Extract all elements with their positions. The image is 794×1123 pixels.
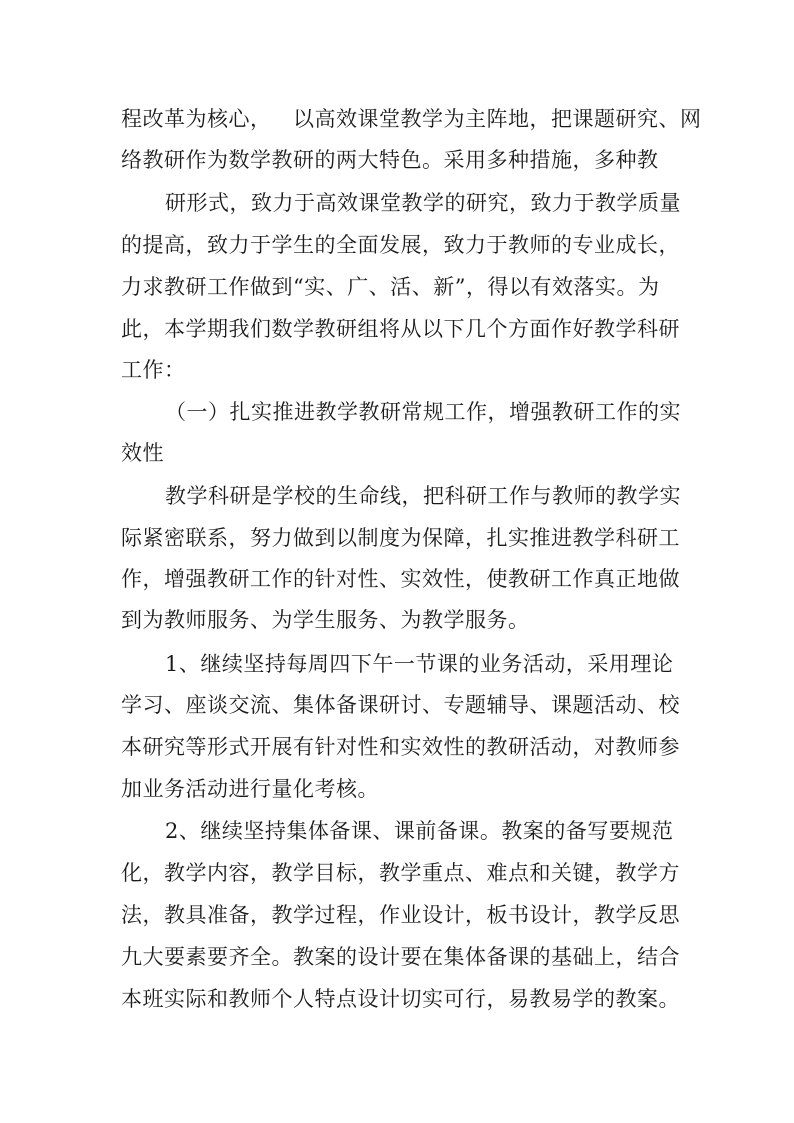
- text-line-4: 的提高，致力于学生的全面发展，致力于教师的专业成长，: [121, 233, 680, 257]
- text-line-21: 九大要素要齐全。教案的设计要在集体备课的基础上，结合: [121, 945, 680, 969]
- text-line-15: 学习、座谈交流、集体备课研讨、专题辅导、课题活动、校: [121, 693, 680, 717]
- text-line-13: 到为教师服务、为学生服务、为教学服务。: [121, 608, 530, 632]
- text-line-5: 力求教研工作做到“实、广、活、新”，得以有效落实。为: [121, 275, 660, 299]
- text-line-14: 1、继续坚持每周四下午一节课的业务活动，采用理论: [165, 652, 674, 676]
- text-line-11: 际紧密联系，努力做到以制度为保障，扎实推进教学科研工: [121, 526, 680, 550]
- text-line-12: 作，增强教研工作的针对性、实效性，使教研工作真正地做: [121, 567, 680, 591]
- text-line-17: 加业务活动进行量化考核。: [121, 777, 379, 801]
- text-line-2: 络教研作为数学教研的两大特色。采用多种措施，多种教: [121, 148, 659, 172]
- text-line-9: 效性: [121, 441, 164, 465]
- text-line-19: 化，教学内容，教学目标，教学重点、难点和关键，教学方: [121, 861, 680, 885]
- text-line-7: 工作：: [121, 358, 186, 382]
- text-line-20: 法，教具准备，教学过程，作业设计，板书设计，教学反思: [121, 903, 680, 927]
- text-line-16: 本研究等形式开展有针对性和实效性的教研活动，对教师参: [121, 735, 680, 759]
- text-line-6: 此，本学期我们数学教研组将从以下几个方面作好教学科研: [121, 317, 680, 341]
- text-line-18: 2、继续坚持集体备课、课前备课。教案的备写要规范: [165, 819, 674, 843]
- text-line-3: 研形式，致力于高效课堂教学的研究，致力于教学质量: [165, 191, 681, 215]
- text-line-22: 本班实际和教师个人特点设计切实可行，易教易学的教案。: [121, 987, 680, 1011]
- text-line-10: 教学科研是学校的生命线，把科研工作与教师的教学实: [165, 484, 681, 508]
- text-line-1: 程改革为核心， 以高效课堂教学为主阵地，把课题研究、网: [121, 107, 702, 131]
- text-line-8: （一）扎实推进教学教研常规工作，增强教研工作的实: [165, 400, 681, 424]
